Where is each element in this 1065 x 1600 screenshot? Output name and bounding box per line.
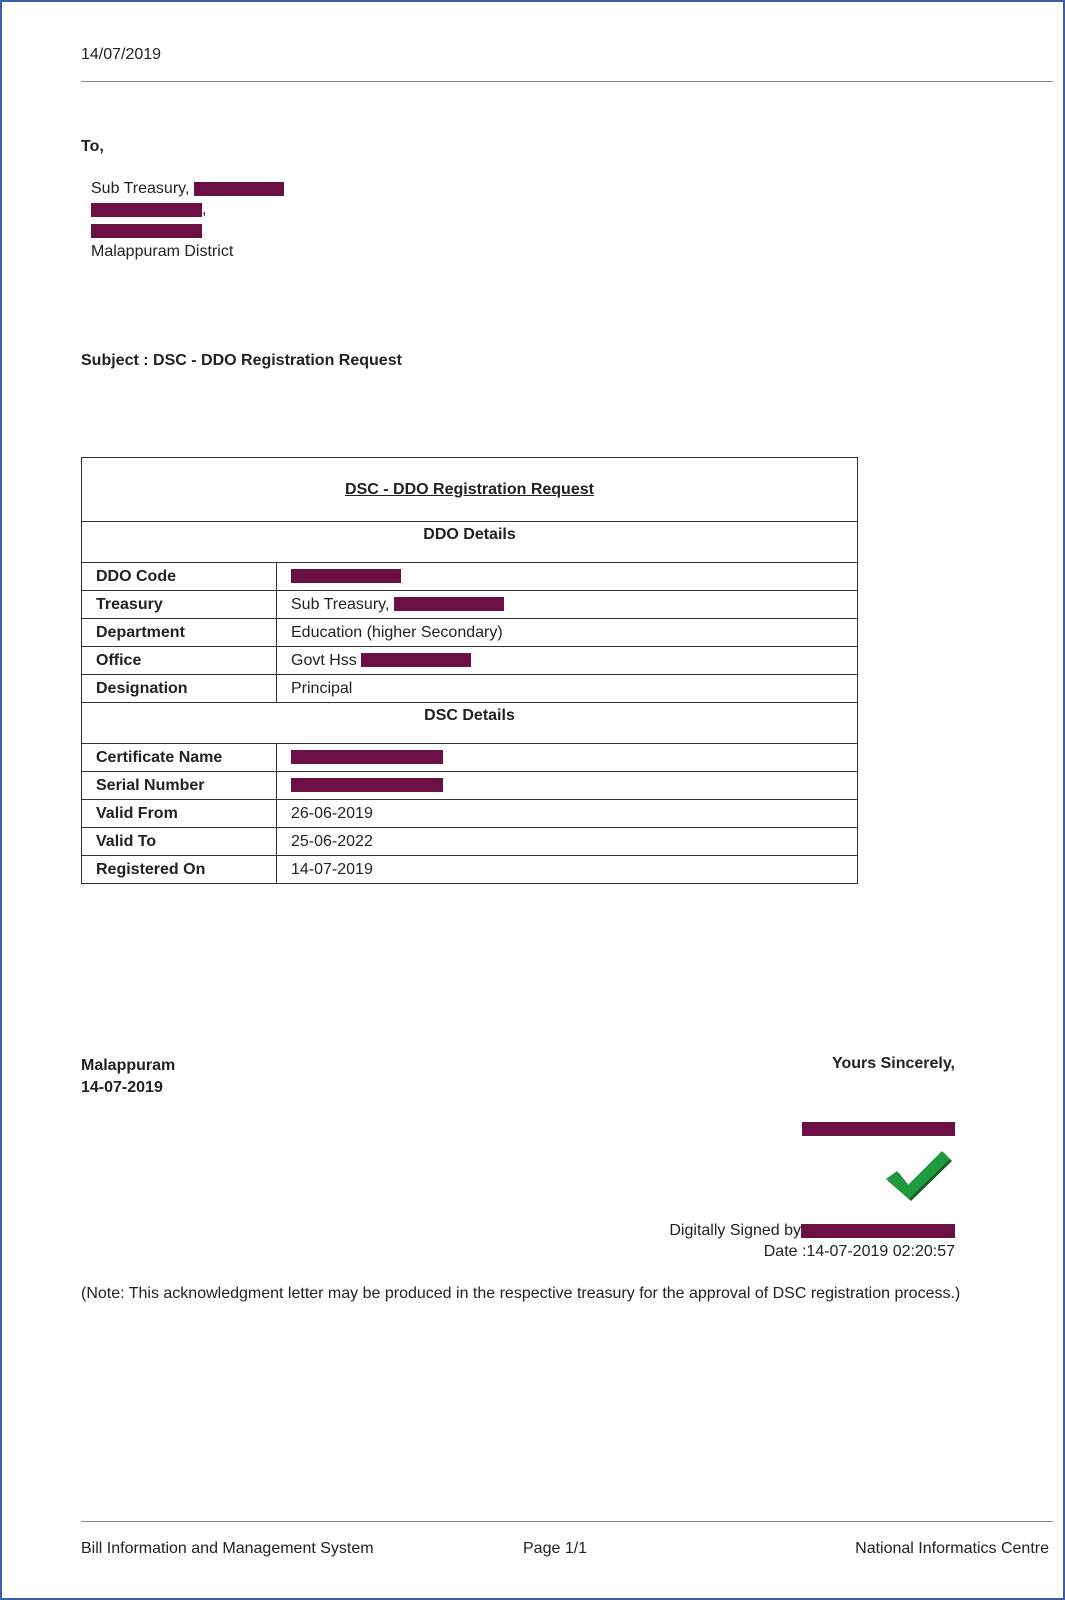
digital-signature-block bbox=[669, 1220, 955, 1262]
row-value: 26-06-2019 bbox=[277, 800, 858, 828]
row-value bbox=[277, 744, 858, 772]
table-row bbox=[82, 591, 858, 619]
digitally-signed-text: Digitally Signed by bbox=[669, 1222, 801, 1239]
table-title-row bbox=[82, 458, 858, 522]
redacted-treasury bbox=[394, 597, 504, 611]
place-date-block bbox=[81, 1055, 175, 1099]
table-row bbox=[82, 563, 858, 591]
checkmark-icon bbox=[880, 1147, 952, 1208]
ddo-section-title: DDO Details bbox=[82, 522, 858, 563]
header-date: 14/07/2019 bbox=[81, 46, 162, 63]
row-value bbox=[277, 772, 858, 800]
signer-name-redacted bbox=[802, 1120, 955, 1138]
letter-date: 14-07-2019 bbox=[81, 1079, 163, 1096]
row-label: Valid To bbox=[82, 828, 277, 856]
table-title: DSC - DDO Registration Request bbox=[82, 458, 858, 522]
table-row bbox=[82, 647, 858, 675]
yours-sincerely: Yours Sincerely, bbox=[831, 1055, 955, 1072]
row-label: Designation bbox=[82, 675, 277, 703]
signature-date: Date :14-07-2019 02:20:57 bbox=[763, 1243, 955, 1260]
row-value: 14-07-2019 bbox=[277, 856, 858, 884]
address-block bbox=[91, 178, 284, 262]
row-label: Department bbox=[82, 619, 277, 647]
row-label: DDO Code bbox=[82, 563, 277, 591]
row-label: Treasury bbox=[82, 591, 277, 619]
row-label: Office bbox=[82, 647, 277, 675]
address-line-2-text: , bbox=[202, 201, 207, 218]
table-row bbox=[82, 828, 858, 856]
footer-left: Bill Information and Management System bbox=[81, 1540, 374, 1557]
redacted-ddo-code bbox=[291, 569, 401, 583]
dsc-section-title: DSC Details bbox=[82, 703, 858, 744]
redacted-signed-by bbox=[801, 1224, 955, 1238]
salutation: To, bbox=[81, 138, 104, 155]
table-row bbox=[82, 619, 858, 647]
redacted-certificate-name bbox=[291, 750, 443, 764]
row-value bbox=[277, 647, 858, 675]
subject-line: Subject : DSC - DDO Registration Request bbox=[81, 352, 402, 369]
row-value-text: Sub Treasury, bbox=[291, 595, 394, 613]
registration-table bbox=[81, 457, 858, 884]
address-line-2 bbox=[91, 199, 284, 220]
redacted-street bbox=[91, 203, 202, 217]
table-row bbox=[82, 772, 858, 800]
redacted-town bbox=[91, 224, 202, 238]
redacted-serial-number bbox=[291, 778, 443, 792]
row-label: Serial Number bbox=[82, 772, 277, 800]
row-value: 25-06-2022 bbox=[277, 828, 858, 856]
ddo-section-row bbox=[82, 522, 858, 563]
redacted-office bbox=[361, 653, 471, 667]
table-row bbox=[82, 675, 858, 703]
address-line-3 bbox=[91, 220, 284, 241]
row-value-text: Govt Hss bbox=[291, 651, 362, 669]
address-line-1-text: Sub Treasury, bbox=[91, 180, 194, 197]
table-row bbox=[82, 800, 858, 828]
row-value bbox=[277, 563, 858, 591]
note: (Note: This acknowledgment letter may be produced in the respective treasury for the approval of DSC registration process.) bbox=[81, 1285, 961, 1302]
address-line-4: Malappuram District bbox=[91, 243, 234, 260]
row-label: Registered On bbox=[82, 856, 277, 884]
footer-rule bbox=[81, 1521, 1053, 1522]
row-value: Principal bbox=[277, 675, 858, 703]
table-row bbox=[82, 856, 858, 884]
header-rule bbox=[81, 81, 1053, 82]
digitally-signed-line bbox=[669, 1220, 955, 1241]
redacted-location bbox=[194, 182, 284, 196]
dsc-section-row bbox=[82, 703, 858, 744]
redacted-signer-name bbox=[802, 1122, 955, 1136]
row-value bbox=[277, 591, 858, 619]
row-value: Education (higher Secondary) bbox=[277, 619, 858, 647]
row-label: Certificate Name bbox=[82, 744, 277, 772]
place: Malappuram bbox=[81, 1057, 176, 1074]
footer-right: National Informatics Centre bbox=[855, 1540, 1049, 1557]
footer-page-number: Page 1/1 bbox=[523, 1540, 588, 1557]
table-row bbox=[82, 744, 858, 772]
row-label: Valid From bbox=[82, 800, 277, 828]
address-line-1 bbox=[91, 178, 284, 199]
